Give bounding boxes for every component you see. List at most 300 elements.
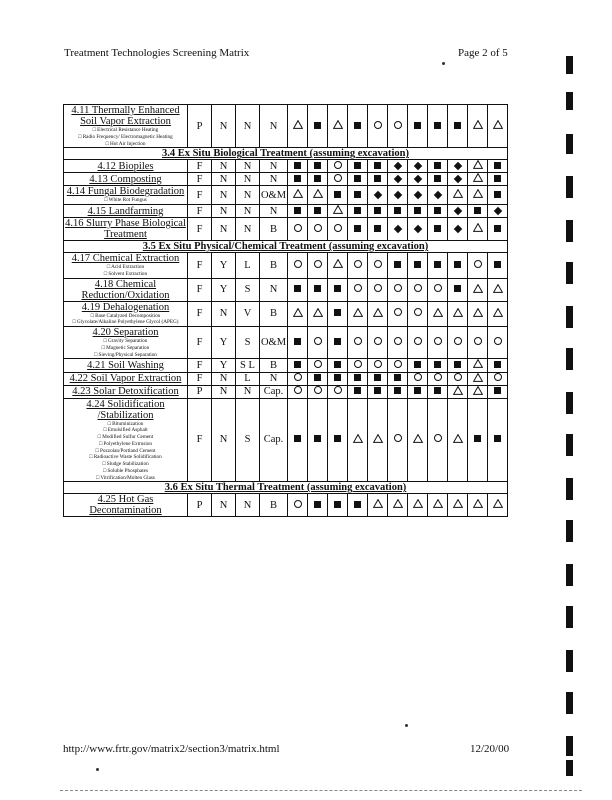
filled-square-icon [314, 435, 321, 442]
rating-symbol-cell [328, 205, 348, 218]
rating-code-cell: F [188, 398, 212, 482]
checkbox-icon: □ [89, 454, 94, 461]
open-triangle-icon [473, 373, 483, 382]
filled-square-icon [314, 175, 321, 182]
sub-technology-label: Soluble Phosphates [107, 467, 148, 474]
filled-square-icon [334, 338, 341, 345]
filled-square-icon [394, 207, 401, 214]
technology-cell [64, 160, 188, 173]
open-circle-icon [434, 337, 442, 345]
rating-code-cell: Cap. [260, 385, 288, 398]
open-triangle-icon [493, 284, 503, 293]
rating-symbol-cell [308, 105, 328, 148]
sub-technology-option [64, 468, 187, 475]
technology-row [64, 301, 508, 327]
rating-symbol-cell [408, 278, 428, 301]
filled-square-icon [494, 191, 501, 198]
filled-square-icon [494, 162, 501, 169]
technology-link[interactable]: 4.13 Composting [89, 173, 162, 185]
filled-square-icon [374, 387, 381, 394]
filled-square-icon [434, 387, 441, 394]
rating-code-cell: Y [212, 278, 236, 301]
footer-date: 12/20/00 [470, 743, 510, 755]
rating-symbol-cell [328, 301, 348, 327]
rating-symbol-cell [428, 398, 448, 482]
rating-symbol-cell [388, 372, 408, 385]
rating-symbol-cell [488, 385, 508, 398]
rating-symbol-cell [348, 372, 368, 385]
open-triangle-icon [413, 434, 423, 443]
scan-edge-mark [566, 650, 573, 672]
sub-technology-option [64, 475, 187, 482]
open-circle-icon [314, 386, 322, 394]
rating-symbol-cell [328, 218, 348, 241]
scan-edge-mark [566, 736, 573, 756]
rating-code-cell: B [260, 494, 288, 517]
technology-link[interactable]: 4.17 Chemical Extraction [71, 253, 180, 265]
filled-square-icon [394, 374, 401, 381]
rating-symbol-cell [488, 173, 508, 186]
sub-technology-label: Glycolate/Alkaline Polyethylene Glycol (APEG) [76, 319, 179, 326]
sub-technology-label: White Rot Fungus [108, 197, 147, 204]
rating-symbol-cell [468, 173, 488, 186]
rating-symbol-cell [428, 494, 448, 517]
rating-symbol-cell [328, 105, 348, 148]
filled-square-icon [354, 225, 361, 232]
scan-edge-mark [566, 692, 573, 714]
checkbox-icon: □ [103, 338, 109, 345]
rating-symbol-cell [428, 327, 448, 359]
technology-cell [64, 494, 188, 517]
filled-square-icon [494, 225, 501, 232]
filled-square-icon [294, 207, 301, 214]
rating-code-cell: N [236, 160, 260, 173]
open-triangle-icon [293, 189, 303, 198]
rating-symbol-cell [368, 278, 388, 301]
rating-code-cell: N [212, 105, 236, 148]
technology-row [64, 173, 508, 186]
filled-square-icon [294, 285, 301, 292]
rating-code-cell: V [236, 301, 260, 327]
open-circle-icon [334, 161, 342, 169]
rating-code-cell: Y [212, 327, 236, 359]
open-circle-icon [414, 308, 422, 316]
filled-diamond-icon [393, 162, 401, 170]
rating-symbol-cell [288, 385, 308, 398]
rating-symbol-cell [348, 278, 368, 301]
rating-symbol-cell [468, 278, 488, 301]
rating-code-cell: S [236, 398, 260, 482]
sub-technology-option [64, 434, 187, 441]
filled-square-icon [314, 501, 321, 508]
rating-symbol-cell [308, 372, 328, 385]
rating-symbol-cell [408, 160, 428, 173]
open-triangle-icon [473, 284, 483, 293]
open-circle-icon [374, 260, 382, 268]
technology-cell [64, 301, 188, 327]
rating-code-cell: P [188, 385, 212, 398]
open-triangle-icon [433, 499, 443, 508]
technology-link[interactable]: 4.25 Hot Gas Decontamination [89, 494, 162, 517]
rating-symbol-cell [388, 494, 408, 517]
scan-speck [442, 62, 445, 65]
technology-link[interactable]: 4.20 Separation [92, 327, 159, 339]
open-circle-icon [374, 284, 382, 292]
scan-edge-mark [566, 134, 573, 154]
open-triangle-icon [373, 434, 383, 443]
rating-symbol-cell [468, 398, 488, 482]
rating-symbol-cell [348, 205, 368, 218]
filled-square-icon [494, 435, 501, 442]
scan-edge-mark [566, 606, 573, 628]
open-triangle-icon [473, 160, 483, 169]
open-triangle-icon [453, 308, 463, 317]
technology-row [64, 278, 508, 301]
rating-symbol-cell [368, 218, 388, 241]
technology-cell [64, 327, 188, 359]
sub-technology-label: Polyethylene Extrusion [103, 440, 152, 447]
rating-code-cell: N [260, 278, 288, 301]
rating-symbol-cell [408, 372, 428, 385]
rating-code-cell: O&M [260, 186, 288, 205]
filled-square-icon [334, 501, 341, 508]
sub-technology-label: Gravity Separation [108, 338, 148, 345]
open-triangle-icon [353, 434, 363, 443]
filled-square-icon [334, 435, 341, 442]
rating-code-cell: P [188, 105, 212, 148]
rating-symbol-cell [368, 205, 388, 218]
technology-link[interactable]: 4.15 Landfarming [87, 205, 164, 217]
sub-technology-label: Base Catalyzed Decomposition [95, 312, 161, 319]
footer-url: http://www.frtr.gov/matrix2/section3/matrix.html [63, 743, 280, 755]
filled-square-icon [354, 501, 361, 508]
rating-symbol-cell [408, 359, 428, 372]
scan-edge-mark [566, 434, 573, 456]
filled-square-icon [374, 207, 381, 214]
open-triangle-icon [473, 386, 483, 395]
sub-technology-label: Sludge Stabilization [106, 461, 149, 468]
open-circle-icon [414, 373, 422, 381]
filled-square-icon [294, 435, 301, 442]
page-header-title: Treatment Technologies Screening Matrix [64, 47, 250, 59]
rating-code-cell: F [188, 359, 212, 372]
open-circle-icon [394, 284, 402, 292]
sub-technology-option [64, 441, 187, 448]
technology-row [64, 253, 508, 279]
filled-square-icon [374, 175, 381, 182]
rating-symbol-cell [488, 301, 508, 327]
sub-technology-label: Solvent Extraction [108, 270, 148, 277]
filled-square-icon [474, 435, 481, 442]
rating-symbol-cell [348, 105, 368, 148]
rating-symbol-cell [348, 327, 368, 359]
technology-cell [64, 173, 188, 186]
open-triangle-icon [473, 173, 483, 182]
filled-diamond-icon [413, 190, 421, 198]
open-triangle-icon [333, 259, 343, 268]
rating-symbol-cell [288, 327, 308, 359]
filled-diamond-icon [393, 224, 401, 232]
filled-square-icon [354, 191, 361, 198]
rating-symbol-cell [408, 301, 428, 327]
technology-link[interactable]: 4.23 Solar Detoxification [72, 386, 179, 398]
checkbox-icon: □ [94, 351, 99, 358]
technology-link[interactable]: 4.12 Biopiles [97, 160, 154, 172]
rating-symbol-cell [408, 494, 428, 517]
rating-code-cell: B [260, 359, 288, 372]
open-triangle-icon [293, 308, 303, 317]
rating-code-cell: N [260, 372, 288, 385]
rating-symbol-cell [368, 186, 388, 205]
filled-diamond-icon [373, 190, 381, 198]
rating-symbol-cell [308, 186, 328, 205]
rating-symbol-cell [428, 160, 448, 173]
rating-symbol-cell [348, 301, 368, 327]
rating-code-cell: Y [212, 253, 236, 279]
rating-symbol-cell [328, 160, 348, 173]
filled-diamond-icon [453, 224, 461, 232]
filled-square-icon [294, 175, 301, 182]
rating-code-cell: L [236, 253, 260, 279]
filled-square-icon [414, 387, 421, 394]
filled-diamond-icon [433, 190, 441, 198]
open-triangle-icon [333, 120, 343, 129]
rating-code-cell: N [236, 105, 260, 148]
rating-code-cell: N [236, 205, 260, 218]
rating-symbol-cell [428, 173, 448, 186]
rating-symbol-cell [388, 218, 408, 241]
open-circle-icon [354, 360, 362, 368]
rating-symbol-cell [468, 372, 488, 385]
filled-diamond-icon [453, 162, 461, 170]
technology-link[interactable]: 4.19 Dehalogenation [81, 301, 170, 313]
open-circle-icon [354, 284, 362, 292]
rating-code-cell: N [236, 385, 260, 398]
open-circle-icon [334, 386, 342, 394]
open-circle-icon [314, 224, 322, 232]
rating-code-cell: B [260, 253, 288, 279]
rating-symbol-cell [368, 359, 388, 372]
open-triangle-icon [433, 308, 443, 317]
filled-square-icon [374, 374, 381, 381]
rating-symbol-cell [448, 278, 468, 301]
rating-symbol-cell [328, 173, 348, 186]
filled-square-icon [354, 387, 361, 394]
open-circle-icon [394, 360, 402, 368]
rating-code-cell: N [212, 173, 236, 186]
rating-symbol-cell [348, 253, 368, 279]
open-circle-icon [414, 337, 422, 345]
rating-symbol-cell [428, 218, 448, 241]
rating-symbol-cell [348, 494, 368, 517]
rating-code-cell: N [236, 218, 260, 241]
filled-square-icon [454, 122, 461, 129]
sub-technology-label: Radioactive Waste Solidification [93, 454, 162, 461]
filled-square-icon [294, 361, 301, 368]
rating-symbol-cell [368, 372, 388, 385]
sub-technology-option [64, 264, 187, 271]
sub-technology-option [64, 352, 187, 359]
technology-row [64, 105, 508, 148]
rating-symbol-cell [288, 173, 308, 186]
sub-technology-label: Vitrification/Molten Glass [100, 474, 155, 481]
open-circle-icon [294, 500, 302, 508]
rating-symbol-cell [488, 327, 508, 359]
rating-symbol-cell [428, 186, 448, 205]
open-triangle-icon [493, 499, 503, 508]
rating-code-cell: F [188, 327, 212, 359]
section-header-row [64, 482, 508, 494]
open-circle-icon [434, 284, 442, 292]
filled-square-icon [314, 285, 321, 292]
filled-square-icon [434, 361, 441, 368]
scan-edge-mark [566, 56, 573, 74]
filled-diamond-icon [453, 206, 461, 214]
technology-cell [64, 218, 188, 241]
sub-technology-option [64, 141, 187, 148]
checkbox-icon: □ [107, 420, 113, 427]
filled-square-icon [334, 361, 341, 368]
scan-edge-mark [566, 564, 573, 586]
filled-square-icon [434, 261, 441, 268]
checkbox-icon: □ [72, 319, 77, 326]
rating-symbol-cell [408, 253, 428, 279]
open-circle-icon [294, 224, 302, 232]
checkbox-icon: □ [105, 140, 110, 147]
scan-edge-mark [566, 92, 573, 110]
filled-square-icon [414, 207, 421, 214]
rating-symbol-cell [448, 186, 468, 205]
filled-diamond-icon [493, 206, 501, 214]
checkbox-icon: □ [103, 427, 108, 434]
rating-code-cell: B [260, 301, 288, 327]
rating-symbol-cell [488, 160, 508, 173]
rating-symbol-cell [328, 494, 348, 517]
filled-square-icon [314, 374, 321, 381]
rating-symbol-cell [328, 385, 348, 398]
rating-code-cell: F [188, 186, 212, 205]
rating-code-cell: N [212, 398, 236, 482]
rating-symbol-cell [408, 327, 428, 359]
rating-symbol-cell [388, 173, 408, 186]
rating-symbol-cell [308, 398, 328, 482]
rating-symbol-cell [488, 218, 508, 241]
rating-symbol-cell [288, 205, 308, 218]
rating-code-cell: F [188, 253, 212, 279]
technology-link[interactable]: 4.11 Thermally Enhanced Soil Vapor Extraction [71, 105, 180, 128]
filled-square-icon [294, 338, 301, 345]
rating-symbol-cell [408, 205, 428, 218]
technology-cell [64, 398, 188, 482]
technology-link[interactable]: 4.24 Solidification /Stabilization [86, 398, 165, 421]
rating-symbol-cell [328, 372, 348, 385]
scan-edge-mark [566, 220, 573, 242]
sub-technology-label: Sieving/Physical Separation [98, 351, 157, 358]
technology-cell [64, 253, 188, 279]
checkbox-icon: □ [96, 474, 101, 481]
open-circle-icon [494, 337, 502, 345]
technology-link[interactable]: 4.14 Fungal Biodegradation [66, 186, 185, 198]
technology-link[interactable]: 4.18 Chemical Reduction/Oxidation [81, 278, 170, 301]
technology-link[interactable]: 4.22 Soil Vapor Extraction [69, 373, 182, 384]
open-triangle-icon [313, 189, 323, 198]
rating-symbol-cell [388, 278, 408, 301]
open-circle-icon [314, 260, 322, 268]
open-triangle-icon [473, 223, 483, 232]
rating-symbol-cell [348, 160, 368, 173]
rating-symbol-cell [328, 327, 348, 359]
filled-square-icon [334, 191, 341, 198]
filled-square-icon [374, 162, 381, 169]
rating-code-cell: N [212, 301, 236, 327]
sub-technology-label: Acid Extraction [111, 264, 145, 271]
technology-link[interactable]: 4.21 Soil Washing [87, 359, 164, 371]
rating-symbol-cell [328, 186, 348, 205]
screening-matrix-table [63, 104, 508, 517]
technology-link[interactable]: 4.16 Slurry Phase Biological Treatment [65, 218, 186, 241]
rating-code-cell: B [260, 218, 288, 241]
rating-symbol-cell [388, 186, 408, 205]
sub-technology-label: Radio Frequency/ Electromagnetic Heating [82, 133, 173, 140]
open-circle-icon [294, 260, 302, 268]
rating-symbol-cell [408, 173, 428, 186]
open-circle-icon [354, 260, 362, 268]
rating-code-cell: L [236, 372, 260, 385]
rating-symbol-cell [368, 327, 388, 359]
checkbox-icon: □ [95, 447, 100, 454]
open-triangle-icon [393, 499, 403, 508]
filled-square-icon [434, 207, 441, 214]
filled-square-icon [354, 207, 361, 214]
rating-symbol-cell [288, 372, 308, 385]
filled-square-icon [414, 261, 421, 268]
checkbox-icon: □ [106, 264, 112, 271]
rating-symbol-cell [448, 301, 468, 327]
rating-symbol-cell [348, 398, 368, 482]
rating-symbol-cell [488, 398, 508, 482]
rating-code-cell: N [236, 173, 260, 186]
technology-cell [64, 186, 188, 205]
open-circle-icon [294, 386, 302, 394]
scan-edge-mark [566, 176, 573, 198]
filled-square-icon [414, 122, 421, 129]
rating-symbol-cell [308, 359, 328, 372]
filled-square-icon [354, 162, 361, 169]
rating-symbol-cell [448, 385, 468, 398]
filled-square-icon [454, 285, 461, 292]
rating-symbol-cell [388, 160, 408, 173]
rating-symbol-cell [388, 205, 408, 218]
checkbox-icon: □ [102, 461, 107, 468]
rating-symbol-cell [308, 173, 328, 186]
rating-symbol-cell [368, 494, 388, 517]
rating-symbol-cell [288, 359, 308, 372]
open-triangle-icon [453, 499, 463, 508]
open-circle-icon [474, 337, 482, 345]
rating-symbol-cell [448, 398, 468, 482]
sub-technology-option [64, 197, 187, 204]
sub-technology-label: Pozzolan/Portland Cement [99, 447, 156, 454]
rating-symbol-cell [428, 205, 448, 218]
rating-symbol-cell [468, 105, 488, 148]
rating-symbol-cell [308, 385, 328, 398]
technology-cell [64, 385, 188, 398]
rating-symbol-cell [388, 385, 408, 398]
rating-symbol-cell [388, 105, 408, 148]
rating-code-cell: F [188, 160, 212, 173]
rating-symbol-cell [288, 186, 308, 205]
rating-code-cell: N [260, 205, 288, 218]
